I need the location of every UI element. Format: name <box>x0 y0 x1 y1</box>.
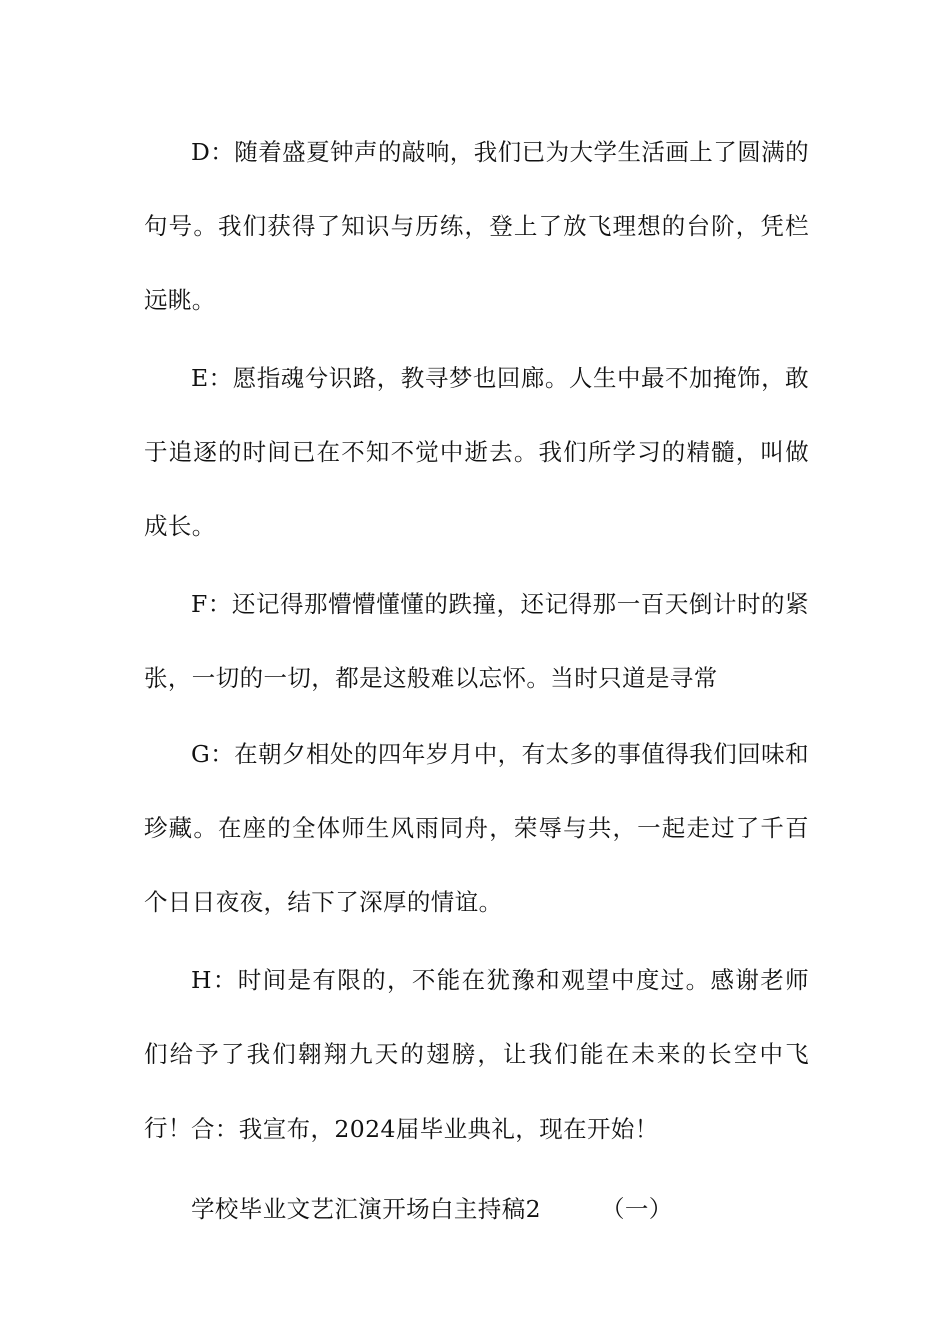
paragraph-e: E：愿指魂兮识路，教寻梦也回廊。人生中最不加掩饰，敢于追逐的时间已在不知不觉中逝去。我们所学习的精髓，叫做成长。 <box>144 364 809 540</box>
section-heading <box>191 1172 673 1246</box>
paragraph-h: H：时间是有限的，不能在犹豫和观望中度过。感谢老师们给予了我们翱翔九天的翅膀，让我们能在未来的长空中飞行！ <box>144 966 809 1142</box>
paragraph-f: F：还记得那懵懵懂懂的跌撞，还记得那一百天倒计时的紧张，一切的一切，都是这般难以忘怀。当时只道是寻常 <box>144 590 809 692</box>
paragraph-g: G：在朝夕相处的四年岁月中，有太多的事值得我们回味和珍藏。在座的全体师生风雨同舟，荣辱与共，一起走过了千百个日日夜夜，结下了深厚的情谊。 <box>144 740 809 916</box>
paragraph-d: D：随着盛夏钟声的敲响，我们已为大学生活画上了圆满的句号。我们获得了知识与历练，登上了放飞理想的台阶，凭栏远眺。 <box>144 138 809 314</box>
section-title: 学校毕业文艺汇演开场白主持稿2 <box>191 1195 541 1223</box>
section-number: （一） <box>600 1195 673 1223</box>
paragraph-announce: 合：我宣布，2024届毕业典礼，现在开始！ <box>191 1115 659 1143</box>
